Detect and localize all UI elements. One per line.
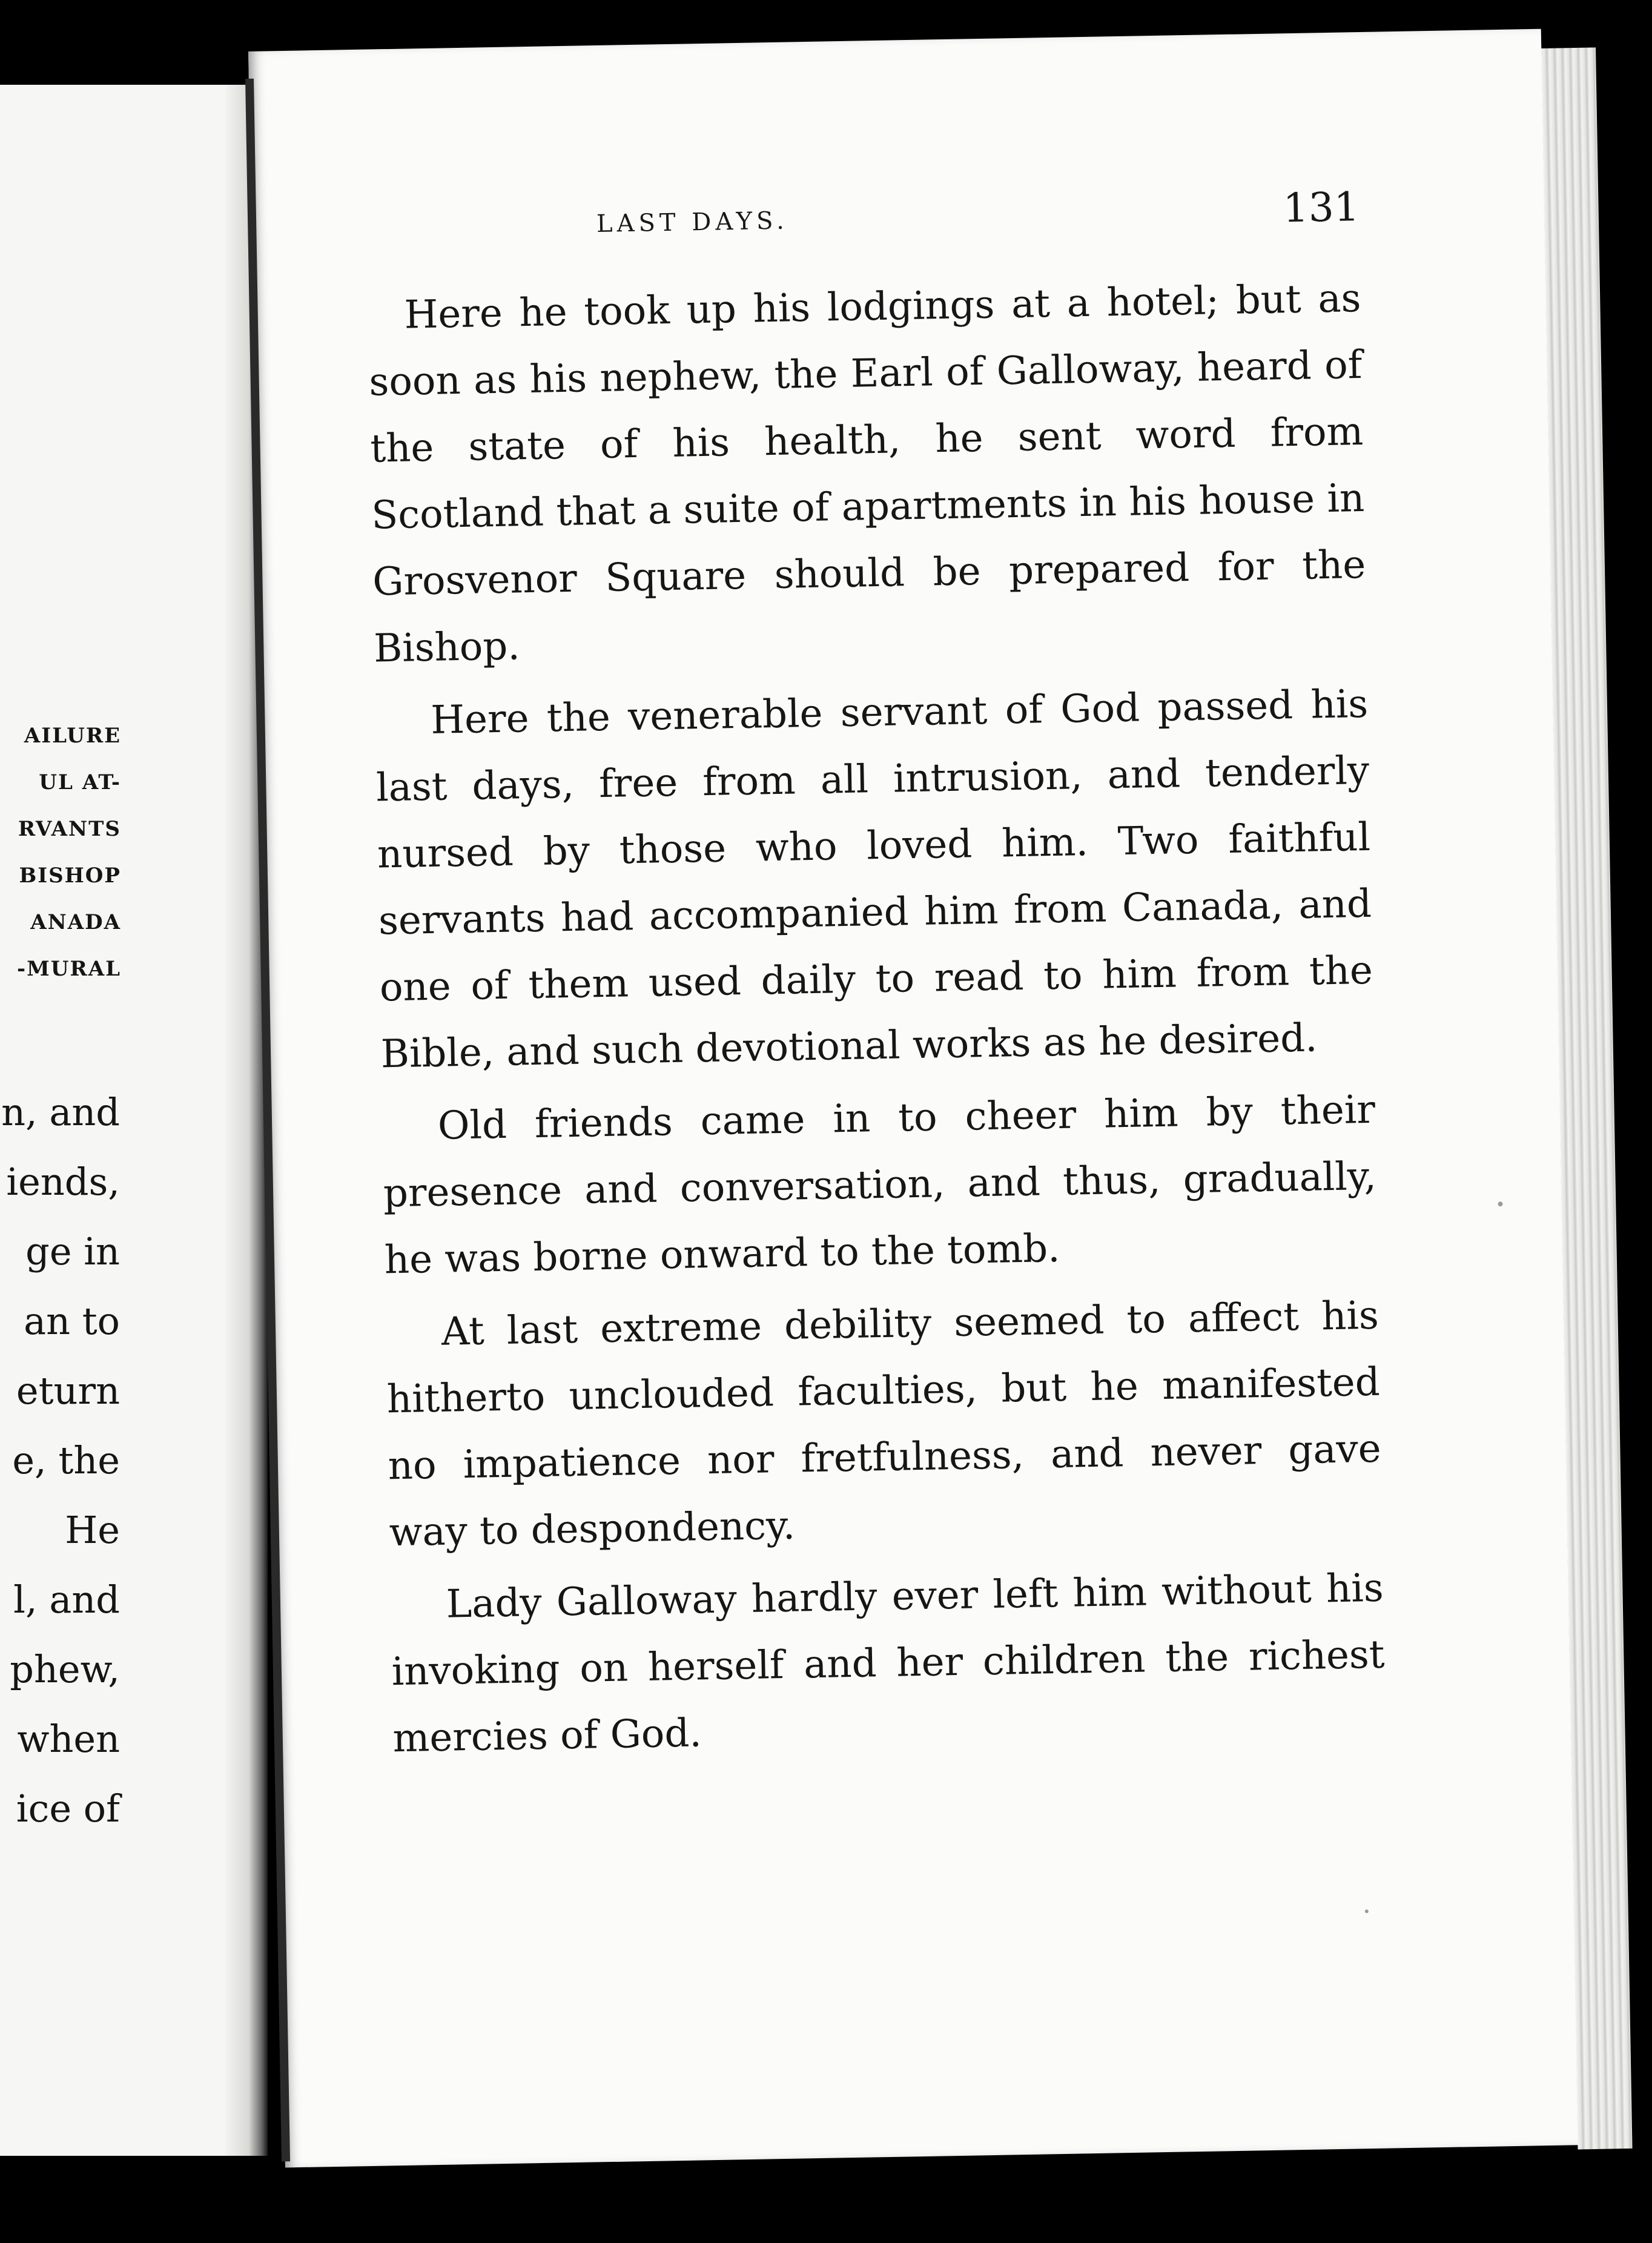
- paper-speck: [1365, 1909, 1369, 1913]
- paragraph: Old friends came in to cheer him by their presence and conversation, and thus, gradually, he was borne onward to the tomb.: [383, 1087, 1377, 1283]
- left-text-fragment: ice of: [16, 1786, 120, 1831]
- page-number: 131: [1283, 183, 1360, 232]
- left-text-fragment: l, and: [13, 1577, 120, 1622]
- left-text-fragment: He: [65, 1508, 120, 1552]
- left-heading-fragment: UL AT-: [39, 770, 121, 794]
- left-heading-fragment: BISHOP: [19, 864, 121, 888]
- left-heading-fragment: RVANTS: [18, 817, 121, 841]
- left-text-fragment: n, and: [1, 1090, 120, 1134]
- left-text-fragment: e, the: [12, 1438, 120, 1482]
- left-text-fragment: when: [17, 1717, 120, 1761]
- paragraph: Here he took up his lodgings at a hotel; but as soon as his nephew, the Earl of Galloway, heard of the state of his health, he sent word from Scotland that a suite of apartments in his house in Grosvenor Square should be prepared for the Bishop.: [368, 276, 1366, 672]
- left-heading-fragment: -MURAL: [17, 957, 121, 981]
- paper-speck: [1498, 1201, 1502, 1206]
- body-text: [368, 265, 1387, 1778]
- running-head: [366, 183, 1360, 256]
- left-text-fragment: an to: [24, 1299, 120, 1343]
- left-text-fragment: eturn: [16, 1369, 120, 1413]
- left-heading-fragment: ANADA: [30, 910, 121, 934]
- paragraph: At last extreme debility seemed to affect his hitherto unclouded faculties, but he manifested no impatience nor fretfulness, and never gave way to despondency.: [386, 1293, 1382, 1556]
- page-content: [366, 183, 1386, 1762]
- left-text-fragment: iends,: [6, 1160, 120, 1204]
- left-text-fragment: ge in: [25, 1229, 120, 1273]
- left-heading-fragment: AILURE: [24, 724, 121, 748]
- right-page: [248, 29, 1578, 2168]
- paragraph: Lady Galloway hardly ever left him without his invoking on herself and her children the richest mercies of God.: [391, 1565, 1386, 1762]
- running-title: LAST DAYS.: [596, 206, 789, 239]
- left-text-fragment: phew,: [10, 1647, 120, 1691]
- paragraph: Here the venerable servant of God passed his last days, free from all intrusion, and tenderly nursed by those who loved him. Two faithful servants had accompanied him from Canada, and one of them used daily to read to him from the Bible, and such devotional works as he desired.: [375, 681, 1373, 1077]
